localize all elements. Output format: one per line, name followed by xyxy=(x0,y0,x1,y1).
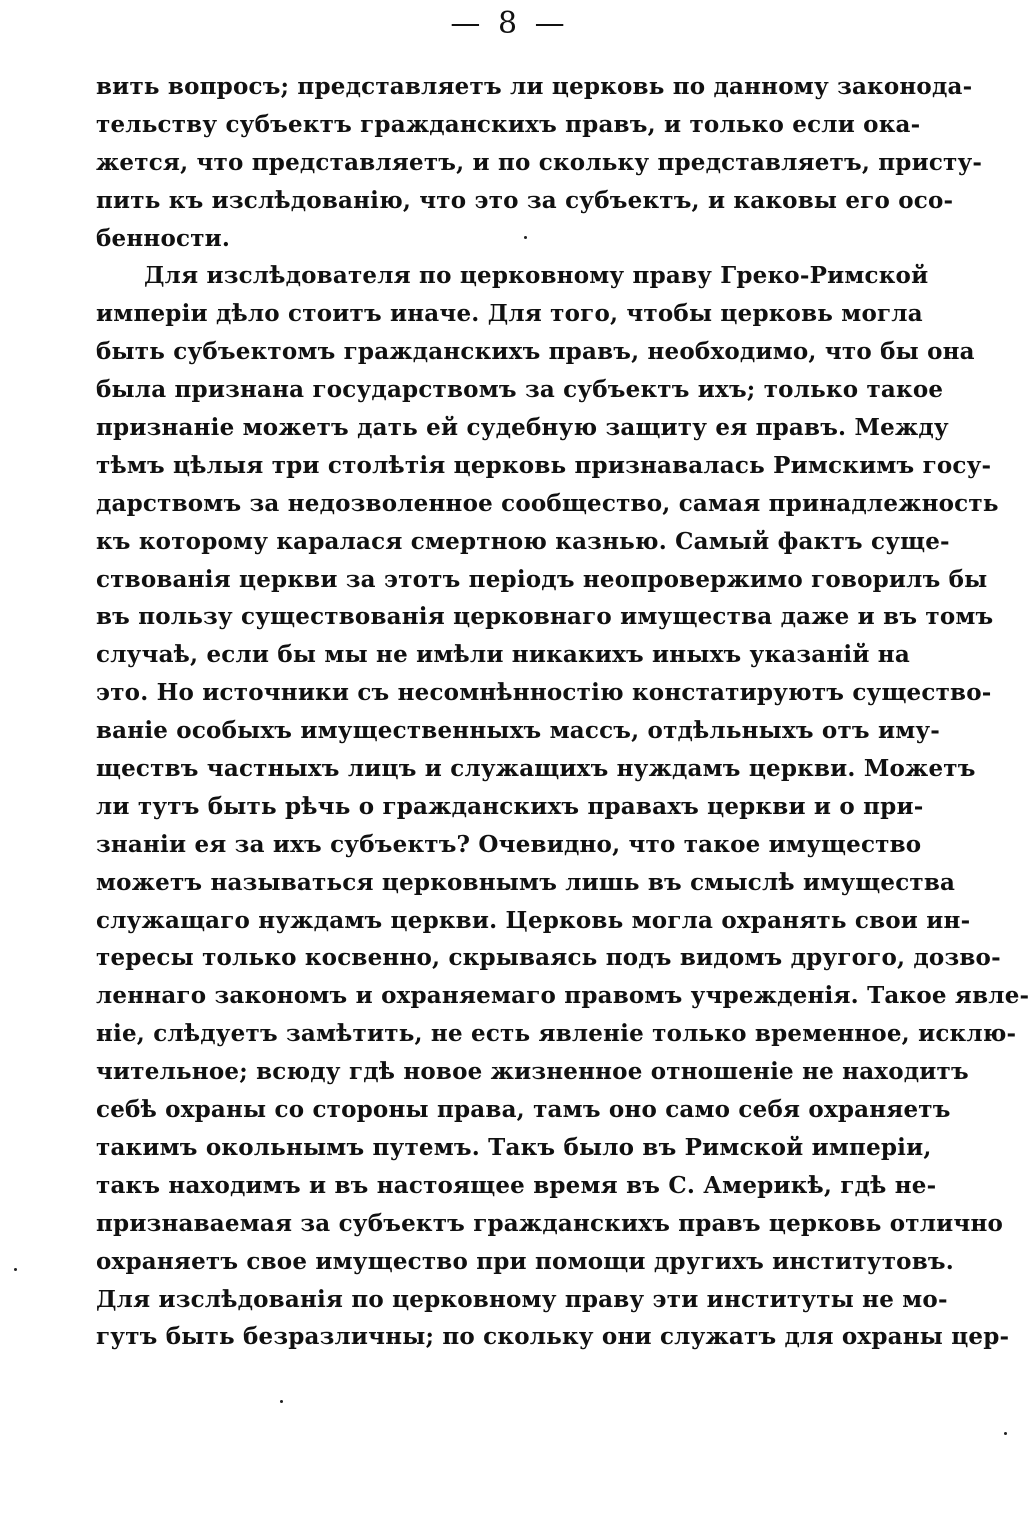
scan-speck xyxy=(1004,1432,1007,1435)
text-line: жется, что представляетъ, и по скольку представляетъ, присту- xyxy=(96,148,983,176)
text-line: бенности. xyxy=(96,224,231,252)
text-line: тересы только косвенно, скрываясь подъ видомъ другого, дозво- xyxy=(96,944,1001,972)
text-line: Для изслѣдованія по церковному праву эти институты не мо- xyxy=(96,1285,948,1313)
text-line: леннаго закономъ и охраняемаго правомъ учрежденія. Такое явле- xyxy=(96,982,1029,1010)
text-line: признаваемая за субъектъ гражданскихъ правъ церковь отлично xyxy=(96,1209,1004,1237)
text-line: такимъ окольнымъ путемъ. Такъ было въ Римской имперіи, xyxy=(96,1133,932,1161)
body-text xyxy=(96,68,1029,1356)
text-line: охраняетъ свое имущество при помощи другихъ институтовъ. xyxy=(96,1247,954,1275)
scan-speck xyxy=(14,1268,17,1271)
text-line: такъ находимъ и въ настоящее время въ С. Америкѣ, гдѣ не- xyxy=(96,1171,937,1199)
text-line: въ пользу существованія церковнаго имущества даже и въ томъ xyxy=(96,603,994,631)
scan-speck xyxy=(280,1400,283,1403)
text-line: ществъ частныхъ лицъ и служащихъ нуждамъ церкви. Можетъ xyxy=(96,755,976,783)
text-line: къ которому каралася смертною казнью. Самый фактъ суще- xyxy=(96,527,950,555)
text-line: себѣ охраны со стороны права, тамъ оно само себя охраняетъ xyxy=(96,1096,951,1124)
text-line: гутъ быть безразличны; по скольку они служатъ для охраны цер- xyxy=(96,1323,1010,1351)
scan-speck xyxy=(524,236,527,239)
text-line: это. Но источники съ несомнѣнностію констатируютъ существо- xyxy=(96,679,992,707)
text-line: имперіи дѣло стоитъ иначе. Для того, чтобы церковь могла xyxy=(96,300,923,328)
text-line: ли тутъ быть рѣчь о гражданскихъ правахъ церкви и о при- xyxy=(96,792,924,820)
text-line: пить къ изслѣдованію, что это за субъектъ, и каковы его осо- xyxy=(96,186,954,214)
text-line: ваніе особыхъ имущественныхъ массъ, отдѣльныхъ отъ иму- xyxy=(96,717,941,745)
text-line: признаніе можетъ дать ей судебную защиту ея правъ. Между xyxy=(96,414,949,442)
text-line: знаніи ея за ихъ субъектъ? Очевидно, что такое имущество xyxy=(96,830,922,858)
text-line: была признана государствомъ за субъектъ ихъ; только такое xyxy=(96,376,944,404)
text-line: Для изслѣдователя по церковному праву Греко-Римской xyxy=(144,262,929,290)
text-line: можетъ называться церковнымъ лишь въ смыслѣ имущества xyxy=(96,868,956,896)
text-line: тельству субъектъ гражданскихъ правъ, и только если ока- xyxy=(96,110,921,138)
text-line: служащаго нуждамъ церкви. Церковь могла охранять свои ин- xyxy=(96,906,971,934)
text-line: вить вопросъ; представляетъ ли церковь по данному законода- xyxy=(96,73,973,100)
text-line: случаѣ, если бы мы не имѣли никакихъ иныхъ указаній на xyxy=(96,641,910,669)
text-line: ствованія церкви за этотъ періодъ неопровержимо говорилъ бы xyxy=(96,565,988,593)
page-number: — 8 — xyxy=(450,6,569,41)
text-line: ніе, слѣдуетъ замѣтить, не есть явленіе только временное, исклю- xyxy=(96,1020,1017,1048)
paragraph-2 xyxy=(96,257,1029,1356)
text-line: дарствомъ за недозволенное сообщество, самая принадлежность xyxy=(96,489,999,517)
text-line: быть субъектомъ гражданскихъ правъ, необходимо, что бы она xyxy=(96,338,975,366)
text-line: тѣмъ цѣлыя три столѣтія церковь признавалась Римскимъ госу- xyxy=(96,451,992,479)
text-line: чительное; всюду гдѣ новое жизненное отношеніе не находитъ xyxy=(96,1058,969,1086)
paragraph-1 xyxy=(96,68,983,257)
